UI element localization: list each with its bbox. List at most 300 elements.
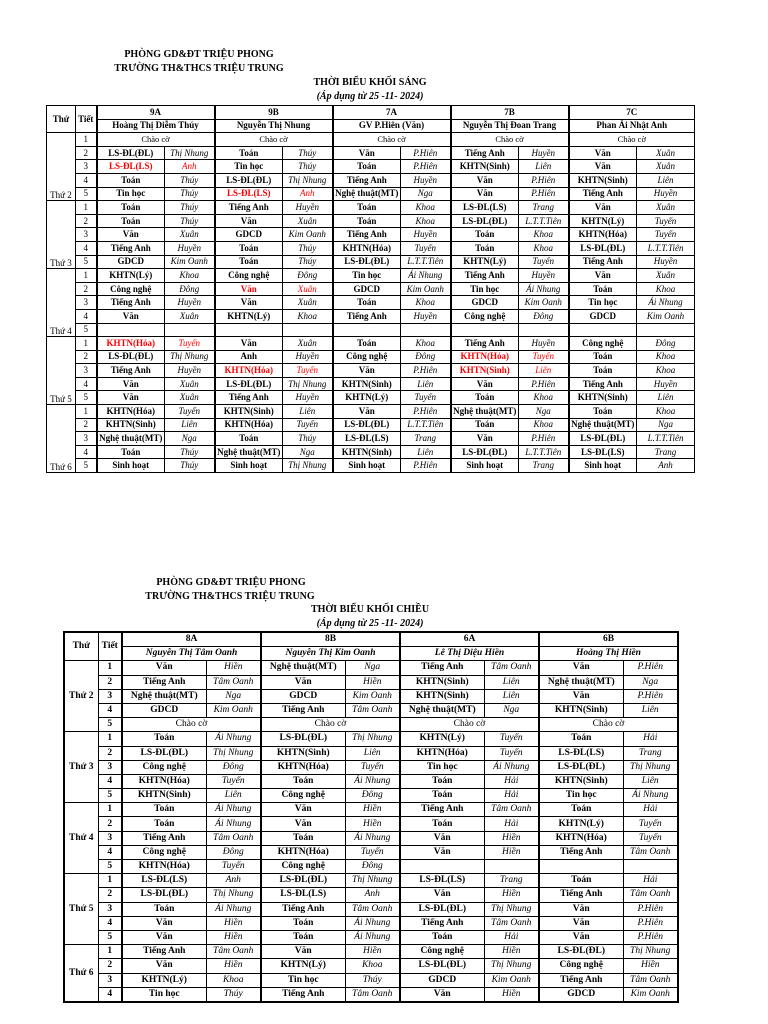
day-label: Thứ 6 bbox=[47, 405, 76, 473]
teacher-cell: Huyền bbox=[519, 337, 569, 351]
subject-cell: Tin học bbox=[122, 987, 206, 1002]
teacher-cell: Hiền bbox=[345, 803, 400, 817]
teacher-cell bbox=[401, 323, 451, 337]
subject-cell: Sinh hoạt bbox=[451, 459, 519, 473]
teacher-cell: Thúy bbox=[165, 214, 215, 228]
subject-cell: Tiếng Anh bbox=[122, 831, 206, 845]
teacher-cell: Nga bbox=[345, 661, 400, 675]
subject-cell: GDCD bbox=[261, 689, 345, 703]
subject-cell: Văn bbox=[261, 945, 345, 959]
day-label: Thứ 2 bbox=[47, 133, 76, 201]
subject-cell: KHTN(Hóa) bbox=[451, 350, 519, 364]
teacher-cell: Tuyến bbox=[165, 405, 215, 419]
teacher-cell: Tâm Oanh bbox=[345, 987, 400, 1002]
subject-cell: Văn bbox=[122, 661, 206, 675]
teacher-cell: Thị Nhung bbox=[206, 746, 261, 760]
subject-cell: Tiếng Anh bbox=[261, 902, 345, 916]
timetable-row bbox=[47, 282, 695, 296]
subject-cell: LS-ĐL(ĐL) bbox=[261, 874, 345, 888]
subject-cell: Công nghệ bbox=[122, 845, 206, 859]
subject-cell: Công nghệ bbox=[215, 269, 283, 283]
subject-cell: Văn bbox=[333, 405, 401, 419]
teacher-cell: Thúy bbox=[206, 987, 261, 1002]
timetable-row bbox=[64, 746, 678, 760]
subject-cell: KHTN(Hóa) bbox=[539, 831, 623, 845]
teacher-cell: L.T.T.Tiên bbox=[519, 445, 569, 459]
subject-cell: Tiếng Anh bbox=[539, 845, 623, 859]
subject-cell: KHTN(Sinh) bbox=[569, 391, 637, 405]
teacher-cell: P.Hiên bbox=[623, 902, 678, 916]
timetable-row bbox=[64, 675, 678, 689]
subject-cell: Văn bbox=[451, 377, 519, 391]
teacher-cell: Hải bbox=[484, 817, 539, 831]
period-number: 3 bbox=[98, 689, 122, 703]
subject-cell: LS-ĐL(ĐL) bbox=[97, 146, 165, 160]
subject-cell: Văn bbox=[215, 214, 283, 228]
teacher-header-row bbox=[47, 119, 695, 133]
period-number: 4 bbox=[76, 241, 97, 255]
class-name-9b: 9B bbox=[215, 106, 333, 120]
period-number: 1 bbox=[98, 732, 122, 746]
timetable-row bbox=[64, 888, 678, 902]
teacher-cell bbox=[637, 323, 695, 337]
subject-cell: KHTN(Hóa) bbox=[400, 746, 484, 760]
teacher-cell: Đông bbox=[165, 282, 215, 296]
subject-cell: KHTN(Hóa) bbox=[333, 241, 401, 255]
teacher-cell: Kim Oanh bbox=[283, 228, 333, 242]
teacher-cell: Hiền bbox=[623, 959, 678, 973]
teacher-cell: Khoa bbox=[401, 337, 451, 351]
subject-cell: Sinh hoạt bbox=[97, 459, 165, 473]
teacher-cell: Khoa bbox=[401, 201, 451, 215]
teacher-cell: Ái Nhung bbox=[637, 296, 695, 310]
teacher-cell: Hiền bbox=[484, 831, 539, 845]
subject-cell: Sinh hoạt bbox=[333, 459, 401, 473]
teacher-cell bbox=[283, 323, 333, 337]
teacher-cell: Thị Nhung bbox=[283, 377, 333, 391]
teacher-cell: P.Hiên bbox=[623, 916, 678, 930]
class-name-7a: 7A bbox=[333, 106, 451, 120]
homeroom-teacher: Nguyễn Thị Nhung bbox=[215, 119, 333, 133]
timetable-row bbox=[47, 187, 695, 201]
teacher-cell: Ái Nhung bbox=[345, 930, 400, 944]
teacher-cell: Anh bbox=[345, 888, 400, 902]
subject-cell: LS-ĐL(ĐL) bbox=[261, 732, 345, 746]
period-number: 1 bbox=[76, 133, 97, 147]
subject-cell: Nghệ thuật(MT) bbox=[539, 675, 623, 689]
teacher-cell: Liên bbox=[484, 689, 539, 703]
subject-cell: Văn bbox=[400, 831, 484, 845]
teacher-cell: Liên bbox=[623, 774, 678, 788]
teacher-cell: Ái Nhung bbox=[345, 916, 400, 930]
subject-cell: Văn bbox=[97, 309, 165, 323]
period-number: 2 bbox=[98, 746, 122, 760]
period-number: 2 bbox=[98, 675, 122, 689]
subject-cell: Nghệ thuật(MT) bbox=[261, 661, 345, 675]
teacher-cell: Tâm Oanh bbox=[484, 916, 539, 930]
morning-timetable bbox=[46, 105, 695, 473]
period-number: 4 bbox=[98, 774, 122, 788]
subject-cell: LS-ĐL(LS) bbox=[122, 874, 206, 888]
period-number: 5 bbox=[98, 789, 122, 803]
day-label: Thứ 3 bbox=[47, 201, 76, 269]
subject-cell: Tiếng Anh bbox=[400, 661, 484, 675]
morning-school: TRƯỜNG TH&THCS TRIỆU TRUNG bbox=[114, 63, 284, 74]
teacher-cell: Nga bbox=[401, 187, 451, 201]
teacher-cell: Ái Nhung bbox=[484, 760, 539, 774]
teacher-cell: Tâm Oanh bbox=[623, 973, 678, 987]
teacher-cell: Huyền bbox=[283, 350, 333, 364]
timetable-row bbox=[64, 774, 678, 788]
subject-cell: Anh bbox=[215, 350, 283, 364]
flag-ceremony-cell: Chào cờ bbox=[215, 133, 333, 147]
subject-cell: Toán bbox=[569, 282, 637, 296]
teacher-cell: Liên bbox=[345, 746, 400, 760]
subject-cell: LS-ĐL(LS) bbox=[215, 187, 283, 201]
teacher-cell: L.T.T.Tiên bbox=[401, 418, 451, 432]
teacher-cell: Tâm Oanh bbox=[484, 661, 539, 675]
period-number: 2 bbox=[98, 959, 122, 973]
subject-cell: Toán bbox=[451, 241, 519, 255]
period-number: 3 bbox=[98, 902, 122, 916]
subject-cell: Văn bbox=[261, 803, 345, 817]
subject-cell: Nghệ thuật(MT) bbox=[122, 689, 206, 703]
teacher-cell: Đông bbox=[401, 350, 451, 364]
teacher-cell: Huyền bbox=[519, 269, 569, 283]
subject-cell: LS-ĐL(LS) bbox=[400, 874, 484, 888]
subject-cell: Toán bbox=[333, 214, 401, 228]
subject-cell: Toán bbox=[122, 803, 206, 817]
subject-cell: Văn bbox=[539, 930, 623, 944]
teacher-cell: Xuân bbox=[165, 391, 215, 405]
teacher-cell: Liên bbox=[519, 364, 569, 378]
timetable-row bbox=[64, 732, 678, 746]
timetable-row bbox=[47, 173, 695, 187]
teacher-cell: Anh bbox=[165, 160, 215, 174]
teacher-cell: L.T.T.Tiên bbox=[401, 255, 451, 269]
subject-cell: Toán bbox=[97, 214, 165, 228]
teacher-cell: Tuyến bbox=[283, 364, 333, 378]
teacher-cell: Tâm Oanh bbox=[345, 902, 400, 916]
subject-cell: KHTN(Sinh) bbox=[122, 789, 206, 803]
subject-cell: Tiếng Anh bbox=[333, 309, 401, 323]
subject-cell: Tiếng Anh bbox=[97, 241, 165, 255]
teacher-cell: Đông bbox=[637, 337, 695, 351]
subject-cell: Tiếng Anh bbox=[215, 201, 283, 215]
subject-cell: Toán bbox=[451, 228, 519, 242]
subject-cell: Toán bbox=[122, 817, 206, 831]
morning-org: PHÒNG GD&ĐT TRIỆU PHONG bbox=[124, 49, 274, 60]
teacher-header-row bbox=[64, 647, 678, 661]
timetable-row bbox=[47, 201, 695, 215]
teacher-cell: Huyền bbox=[637, 377, 695, 391]
subject-cell: KHTN(Sinh) bbox=[261, 746, 345, 760]
subject-cell: GDCD bbox=[400, 973, 484, 987]
teacher-cell: Xuân bbox=[637, 160, 695, 174]
subject-cell: LS-ĐL(LS) bbox=[451, 201, 519, 215]
period-number: 2 bbox=[98, 888, 122, 902]
subject-cell: LS-ĐL(ĐL) bbox=[539, 945, 623, 959]
period-number: 1 bbox=[98, 661, 122, 675]
teacher-cell: Anh bbox=[637, 459, 695, 473]
teacher-cell: Thúy bbox=[165, 187, 215, 201]
subject-cell: KHTN(Lý) bbox=[97, 269, 165, 283]
timetable-row bbox=[47, 146, 695, 160]
subject-cell: KHTN(Hóa) bbox=[261, 760, 345, 774]
teacher-cell: Đông bbox=[345, 789, 400, 803]
subject-cell: KHTN(Sinh) bbox=[215, 405, 283, 419]
teacher-cell: Thị Nhung bbox=[283, 459, 333, 473]
teacher-cell: P.Hiên bbox=[401, 160, 451, 174]
teacher-cell: Khoa bbox=[519, 228, 569, 242]
teacher-cell: P.Hiên bbox=[401, 459, 451, 473]
period-number: 2 bbox=[76, 418, 97, 432]
day-label: Thứ 4 bbox=[47, 269, 76, 337]
teacher-cell: Trang bbox=[623, 746, 678, 760]
teacher-cell: Nga bbox=[519, 405, 569, 419]
period-number: 5 bbox=[76, 323, 97, 337]
period-number: 4 bbox=[76, 173, 97, 187]
teacher-cell: Huyền bbox=[165, 364, 215, 378]
teacher-cell: Hiền bbox=[484, 888, 539, 902]
subject-cell: Tiếng Anh bbox=[539, 888, 623, 902]
subject-cell: KHTN(Lý) bbox=[122, 973, 206, 987]
morning-subtitle: (Áp dụng từ 25 -11- 2024) bbox=[316, 91, 424, 102]
teacher-cell: Kim Oanh bbox=[519, 296, 569, 310]
teacher-cell: Ái Nhung bbox=[345, 774, 400, 788]
teacher-cell: Khoa bbox=[206, 973, 261, 987]
flag-ceremony-cell: Chào cờ bbox=[97, 133, 215, 147]
teacher-cell: Ái Nhung bbox=[623, 789, 678, 803]
teacher-cell: Khoa bbox=[165, 269, 215, 283]
day-label: Thứ 4 bbox=[64, 803, 98, 874]
subject-cell: Văn bbox=[539, 902, 623, 916]
subject-cell: Toán bbox=[569, 405, 637, 419]
teacher-cell: Hải bbox=[623, 874, 678, 888]
subject-cell: Toán bbox=[97, 201, 165, 215]
subject-cell: KHTN(Sinh) bbox=[539, 703, 623, 717]
teacher-cell: Liên bbox=[637, 391, 695, 405]
subject-cell: Văn bbox=[215, 296, 283, 310]
teacher-cell: Tuyến bbox=[623, 817, 678, 831]
subject-cell: Văn bbox=[539, 916, 623, 930]
timetable-row bbox=[47, 133, 695, 147]
subject-cell: Văn bbox=[569, 160, 637, 174]
subject-cell: Toán bbox=[97, 445, 165, 459]
subject-cell: LS-ĐL(ĐL) bbox=[122, 746, 206, 760]
teacher-cell: Huyền bbox=[637, 187, 695, 201]
subject-cell: Tiếng Anh bbox=[569, 187, 637, 201]
teacher-cell: Thị Nhung bbox=[623, 945, 678, 959]
subject-cell: Công nghệ bbox=[122, 760, 206, 774]
subject-cell: LS-ĐL(ĐL) bbox=[122, 888, 206, 902]
period-number: 4 bbox=[76, 377, 97, 391]
subject-cell: Văn bbox=[122, 959, 206, 973]
period-number: 5 bbox=[76, 391, 97, 405]
subject-cell: Toán bbox=[122, 902, 206, 916]
timetable-row bbox=[64, 945, 678, 959]
subject-cell: LS-ĐL(ĐL) bbox=[215, 173, 283, 187]
homeroom-teacher: Lê Thị Diệu Hiền bbox=[400, 647, 539, 661]
subject-cell: LS-ĐL(LS) bbox=[333, 432, 401, 446]
timetable-row bbox=[64, 874, 678, 888]
teacher-cell: Anh bbox=[206, 874, 261, 888]
teacher-cell: Hiền bbox=[484, 987, 539, 1002]
teacher-cell: Xuân bbox=[637, 201, 695, 215]
period-number: 3 bbox=[76, 432, 97, 446]
teacher-cell: Thúy bbox=[283, 241, 333, 255]
teacher-cell: Khoa bbox=[345, 959, 400, 973]
teacher-cell: Trang bbox=[519, 459, 569, 473]
teacher-cell: Thúy bbox=[283, 432, 333, 446]
subject-cell: KHTN(Sinh) bbox=[400, 675, 484, 689]
subject-cell: Tin học bbox=[539, 789, 623, 803]
class-header-row bbox=[64, 632, 678, 647]
teacher-cell: P.Hiên bbox=[623, 930, 678, 944]
subject-cell: KHTN(Hóa) bbox=[261, 845, 345, 859]
timetable-row bbox=[64, 689, 678, 703]
subject-cell: LS-ĐL(ĐL) bbox=[97, 350, 165, 364]
teacher-cell: Tuyến bbox=[345, 760, 400, 774]
subject-cell: Văn bbox=[215, 337, 283, 351]
timetable-row bbox=[64, 803, 678, 817]
teacher-cell: Thị Nhung bbox=[165, 350, 215, 364]
afternoon-subtitle: (Áp dụng từ 25 -11- 2024) bbox=[316, 618, 424, 629]
subject-cell: Văn bbox=[451, 432, 519, 446]
subject-cell: Toán bbox=[539, 732, 623, 746]
timetable-row bbox=[47, 432, 695, 446]
subject-cell: Tiếng Anh bbox=[539, 973, 623, 987]
subject-cell: LS-ĐL(ĐL) bbox=[333, 418, 401, 432]
teacher-cell: Liên bbox=[484, 675, 539, 689]
period-number: 1 bbox=[76, 201, 97, 215]
homeroom-teacher: GV P.Hiên (Văn) bbox=[333, 119, 451, 133]
teacher-cell: Xuân bbox=[283, 337, 333, 351]
teacher-cell: P.Hiên bbox=[519, 432, 569, 446]
timetable-row bbox=[47, 255, 695, 269]
period-number: 4 bbox=[98, 845, 122, 859]
subject-cell: Nghệ thuật(MT) bbox=[400, 703, 484, 717]
subject-cell: KHTN(Hóa) bbox=[122, 860, 206, 874]
teacher-cell: Kim Oanh bbox=[623, 987, 678, 1002]
teacher-cell: Khoa bbox=[401, 296, 451, 310]
timetable-row bbox=[47, 269, 695, 283]
teacher-cell: Ái Nhung bbox=[206, 803, 261, 817]
subject-cell: Tiếng Anh bbox=[333, 228, 401, 242]
teacher-cell: Kim Oanh bbox=[165, 255, 215, 269]
teacher-cell: P.Hiên bbox=[623, 661, 678, 675]
teacher-cell: P.Hiên bbox=[519, 173, 569, 187]
subject-cell: Công nghệ bbox=[569, 337, 637, 351]
subject-cell: Tiếng Anh bbox=[122, 945, 206, 959]
timetable-row bbox=[47, 377, 695, 391]
subject-cell: Văn bbox=[400, 845, 484, 859]
teacher-cell: Nga bbox=[637, 418, 695, 432]
subject-cell: Toán bbox=[215, 255, 283, 269]
subject-cell: Văn bbox=[569, 146, 637, 160]
teacher-cell: P.Hiên bbox=[401, 146, 451, 160]
teacher-cell: Đông bbox=[206, 760, 261, 774]
teacher-cell: Tâm Oanh bbox=[345, 703, 400, 717]
timetable-row bbox=[47, 160, 695, 174]
subject-cell: Văn bbox=[97, 377, 165, 391]
subject-cell: Tiếng Anh bbox=[215, 391, 283, 405]
subject-cell: Tiếng Anh bbox=[451, 337, 519, 351]
teacher-cell: Đông bbox=[283, 269, 333, 283]
column-period-header: Tiết bbox=[98, 632, 122, 661]
period-number: 3 bbox=[76, 228, 97, 242]
teacher-cell: Hải bbox=[484, 789, 539, 803]
day-label: Thứ 2 bbox=[64, 661, 98, 732]
subject-cell: Tin học bbox=[333, 269, 401, 283]
subject-cell: Toán bbox=[569, 350, 637, 364]
teacher-cell: Khoa bbox=[519, 418, 569, 432]
subject-cell: Văn bbox=[451, 187, 519, 201]
day-label: Thứ 5 bbox=[64, 874, 98, 945]
subject-cell: Toán bbox=[333, 296, 401, 310]
subject-cell: Tiếng Anh bbox=[97, 364, 165, 378]
subject-cell: Văn bbox=[261, 675, 345, 689]
subject-cell: Văn bbox=[97, 391, 165, 405]
day-label: Thứ 5 bbox=[47, 337, 76, 405]
subject-cell: Toán bbox=[569, 364, 637, 378]
subject-cell: Toán bbox=[97, 173, 165, 187]
subject-cell: Tin học bbox=[215, 160, 283, 174]
teacher-cell: L.T.T.Tiên bbox=[637, 241, 695, 255]
timetable-row bbox=[64, 760, 678, 774]
subject-cell: Văn bbox=[539, 661, 623, 675]
subject-cell: Công nghệ bbox=[261, 860, 345, 874]
subject-cell: Văn bbox=[539, 689, 623, 703]
teacher-cell: Tuyến bbox=[401, 241, 451, 255]
period-number: 1 bbox=[76, 337, 97, 351]
teacher-cell: Tâm Oanh bbox=[206, 945, 261, 959]
teacher-cell: Khoa bbox=[401, 214, 451, 228]
teacher-cell: Thị Nhung bbox=[165, 146, 215, 160]
teacher-cell: Huyền bbox=[165, 296, 215, 310]
teacher-cell: Tuyến bbox=[283, 418, 333, 432]
timetable-row bbox=[64, 845, 678, 859]
flag-ceremony-cell: Chào cờ bbox=[400, 718, 539, 732]
subject-cell: KHTN(Lý) bbox=[451, 255, 519, 269]
teacher-cell: Đông bbox=[519, 309, 569, 323]
period-number: 3 bbox=[76, 296, 97, 310]
period-number: 1 bbox=[76, 269, 97, 283]
teacher-cell: Trang bbox=[637, 445, 695, 459]
timetable-row bbox=[64, 916, 678, 930]
teacher-cell: Hải bbox=[623, 803, 678, 817]
teacher-cell: Khoa bbox=[637, 405, 695, 419]
teacher-cell: Ái Nhung bbox=[206, 732, 261, 746]
subject-cell: Văn bbox=[451, 173, 519, 187]
homeroom-teacher: Nguyễn Thị Đoan Trang bbox=[451, 119, 569, 133]
subject-cell: GDCD bbox=[97, 255, 165, 269]
teacher-cell: Đông bbox=[206, 845, 261, 859]
teacher-cell: Ái Nhung bbox=[206, 902, 261, 916]
subject-cell: Toán bbox=[539, 803, 623, 817]
period-number: 3 bbox=[76, 364, 97, 378]
teacher-cell: Liên bbox=[401, 377, 451, 391]
period-number: 5 bbox=[76, 255, 97, 269]
subject-cell: Toán bbox=[333, 160, 401, 174]
subject-cell bbox=[539, 860, 623, 874]
teacher-cell bbox=[519, 323, 569, 337]
timetable-row bbox=[47, 364, 695, 378]
flag-ceremony-cell: Chào cờ bbox=[451, 133, 569, 147]
subject-cell: Văn bbox=[261, 817, 345, 831]
teacher-cell bbox=[165, 323, 215, 337]
teacher-cell: Huyền bbox=[401, 228, 451, 242]
